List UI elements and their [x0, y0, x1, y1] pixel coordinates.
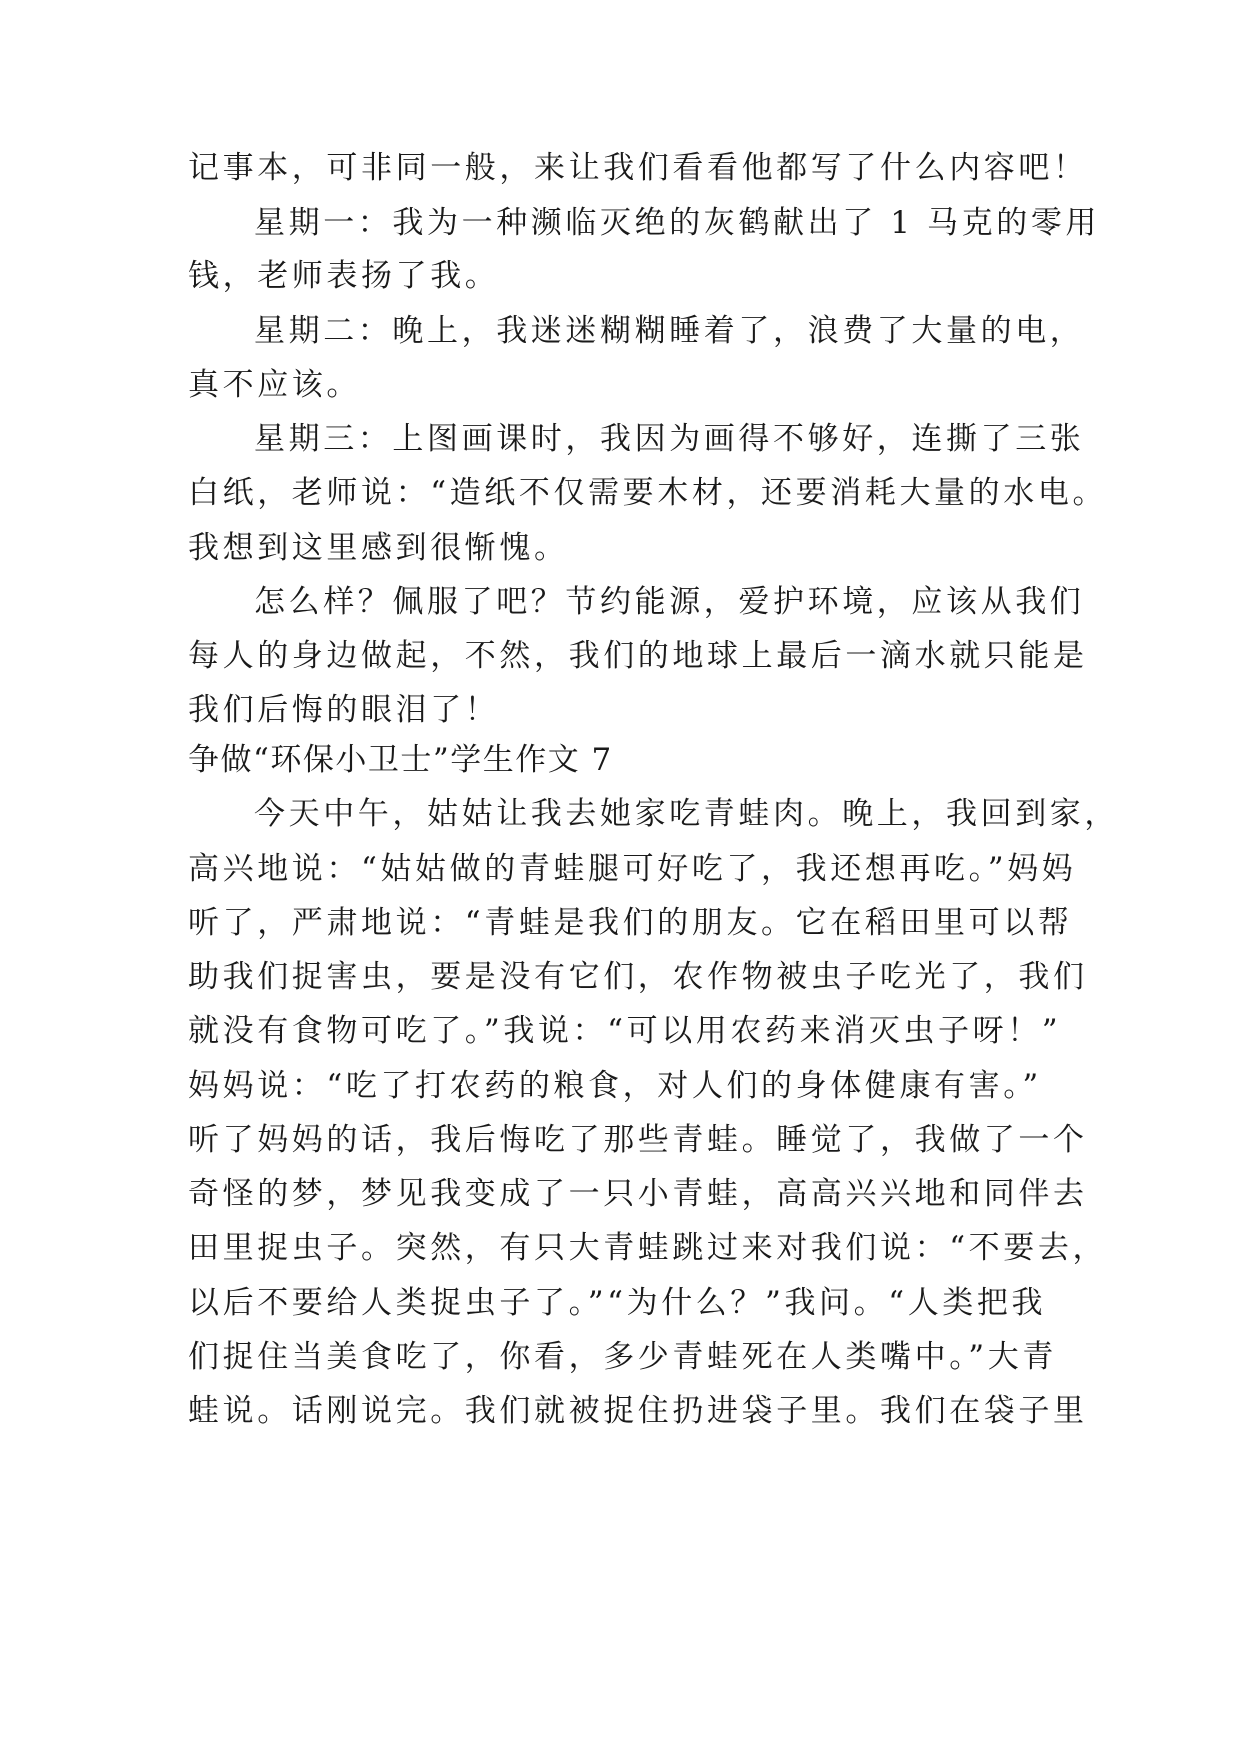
text-line: 就没有食物可吃了。”我说：“可以用农药来消灭虫子呀！” — [188, 1013, 1062, 1049]
text-line: 怎么样？佩服了吧？节约能源，爱护环境，应该从我们 — [254, 584, 1085, 620]
text-line: 田里捉虫子。突然，有只大青蛙跳过来对我们说：“不要去， — [188, 1230, 1108, 1266]
text-line: 妈妈说：“吃了打农药的粮食，对人们的身体健康有害。” — [188, 1068, 1042, 1104]
text-line: 我想到这里感到很惭愧。 — [188, 530, 569, 566]
text-line: 星期二：晚上，我迷迷糊糊睡着了，浪费了大量的电， — [254, 313, 1085, 349]
text-line: 星期一：我为一种濒临灭绝的灰鹤献出了 1 马克的零用 — [254, 205, 1101, 241]
text-line: 星期三：上图画课时，我因为画得不够好，连撕了三张 — [254, 421, 1085, 457]
text-line: 听了，严肃地说：“青蛙是我们的朋友。它在稻田里可以帮 — [188, 905, 1073, 941]
text-line: 奇怪的梦，梦见我变成了一只小青蛙，高高兴兴地和同伴去 — [188, 1176, 1088, 1212]
text-line: 助我们捉害虫，要是没有它们，农作物被虫子吃光了，我们 — [188, 959, 1088, 995]
text-line: 记事本，可非同一般，来让我们看看他都写了什么内容吧！ — [188, 150, 1088, 186]
text-line: 钱，老师表扬了我。 — [188, 258, 500, 294]
text-line: 以后不要给人类捉虫子了。”“为什么？”我问。“人类把我 — [188, 1285, 1047, 1321]
text-line: 白纸，老师说：“造纸不仅需要木材，还要消耗大量的水电。 — [188, 475, 1108, 511]
text-line: 听了妈妈的话，我后悔吃了那些青蛙。睡觉了，我做了一个 — [188, 1122, 1088, 1158]
text-line: 今天中午，姑姑让我去她家吃青蛙肉。晚上，我回到家， — [254, 796, 1119, 832]
text-line: 们捉住当美食吃了，你看，多少青蛙死在人类嘴中。”大青 — [188, 1339, 1057, 1375]
text-line: 高兴地说：“姑姑做的青蛙腿可好吃了，我还想再吃。”妈妈 — [188, 851, 1077, 887]
text-line: 蛙说。话刚说完。我们就被捉住扔进袋子里。我们在袋子里 — [188, 1393, 1088, 1429]
text-line: 我们后悔的眼泪了！ — [188, 692, 500, 728]
text-line: 真不应该。 — [188, 367, 361, 403]
section-heading: 争做“环保小卫士”学生作文 7 — [188, 742, 613, 778]
text-line: 每人的身边做起，不然，我们的地球上最后一滴水就只能是 — [188, 638, 1088, 674]
